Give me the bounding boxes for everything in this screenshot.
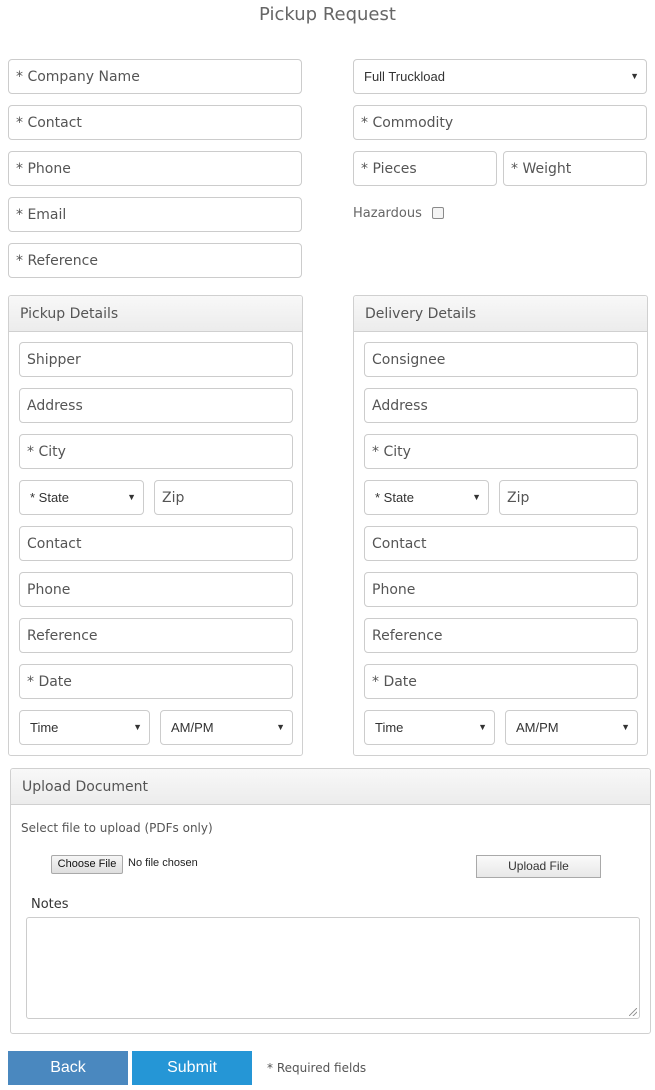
caret-down-icon: ▼ xyxy=(621,722,630,732)
upload-file-button[interactable]: Upload File xyxy=(476,855,601,878)
no-file-chosen-text: No file chosen xyxy=(128,857,198,869)
contact-input[interactable] xyxy=(8,105,302,140)
upload-document-heading: Upload Document xyxy=(11,769,650,805)
load-type-value: Full Truckload xyxy=(364,69,445,84)
pickup-ampm-select[interactable] xyxy=(160,710,293,745)
reference-input[interactable] xyxy=(8,243,302,278)
commodity-input[interactable] xyxy=(353,105,647,140)
delivery-zip-input[interactable] xyxy=(499,480,638,515)
delivery-reference-input[interactable] xyxy=(364,618,638,653)
delivery-details-heading: Delivery Details xyxy=(354,296,647,332)
delivery-state-value: * State xyxy=(375,490,415,505)
pickup-date-input[interactable] xyxy=(19,664,293,699)
delivery-address-input[interactable] xyxy=(364,388,638,423)
caret-down-icon: ▼ xyxy=(478,722,487,732)
caret-down-icon: ▼ xyxy=(127,492,136,502)
pickup-details-heading: Pickup Details xyxy=(9,296,302,332)
pickup-time-value: Time xyxy=(30,720,59,735)
delivery-date-input[interactable] xyxy=(364,664,638,699)
caret-down-icon: ▼ xyxy=(630,71,639,81)
delivery-state-select[interactable] xyxy=(364,480,489,515)
choose-file-button[interactable]: Choose File xyxy=(51,855,123,874)
required-fields-note: * Required fields xyxy=(267,1061,367,1075)
caret-down-icon: ▼ xyxy=(276,722,285,732)
notes-textarea[interactable] xyxy=(26,917,640,1019)
pickup-state-select[interactable] xyxy=(19,480,144,515)
pickup-zip-input[interactable] xyxy=(154,480,293,515)
pickup-state-value: * State xyxy=(30,490,70,505)
page-title: Pickup Request xyxy=(259,4,396,25)
phone-input[interactable] xyxy=(8,151,302,186)
delivery-ampm-value: AM/PM xyxy=(516,720,559,735)
pickup-contact-input[interactable] xyxy=(19,526,293,561)
delivery-contact-input[interactable] xyxy=(364,526,638,561)
delivery-city-input[interactable] xyxy=(364,434,638,469)
pickup-address-input[interactable] xyxy=(19,388,293,423)
pickup-ampm-value: AM/PM xyxy=(171,720,214,735)
load-type-select[interactable] xyxy=(353,59,647,94)
hazardous-checkbox[interactable] xyxy=(432,207,444,219)
delivery-ampm-select[interactable] xyxy=(505,710,638,745)
delivery-time-select[interactable] xyxy=(364,710,495,745)
back-button[interactable]: Back xyxy=(8,1051,128,1085)
submit-button[interactable]: Submit xyxy=(132,1051,252,1085)
upload-instruction: Select file to upload (PDFs only) xyxy=(21,821,213,835)
delivery-phone-input[interactable] xyxy=(364,572,638,607)
pickup-city-input[interactable] xyxy=(19,434,293,469)
pickup-time-select[interactable] xyxy=(19,710,150,745)
pieces-input[interactable] xyxy=(353,151,497,186)
delivery-time-value: Time xyxy=(375,720,404,735)
hazardous-label: Hazardous xyxy=(353,206,422,221)
caret-down-icon: ▼ xyxy=(133,722,142,732)
pickup-shipper-input[interactable] xyxy=(19,342,293,377)
company-name-input[interactable] xyxy=(8,59,302,94)
pickup-phone-input[interactable] xyxy=(19,572,293,607)
pickup-reference-input[interactable] xyxy=(19,618,293,653)
caret-down-icon: ▼ xyxy=(472,492,481,502)
resize-grip-icon[interactable] xyxy=(629,1008,637,1016)
notes-label: Notes xyxy=(31,897,69,912)
delivery-consignee-input[interactable] xyxy=(364,342,638,377)
email-input[interactable] xyxy=(8,197,302,232)
weight-input[interactable] xyxy=(503,151,647,186)
